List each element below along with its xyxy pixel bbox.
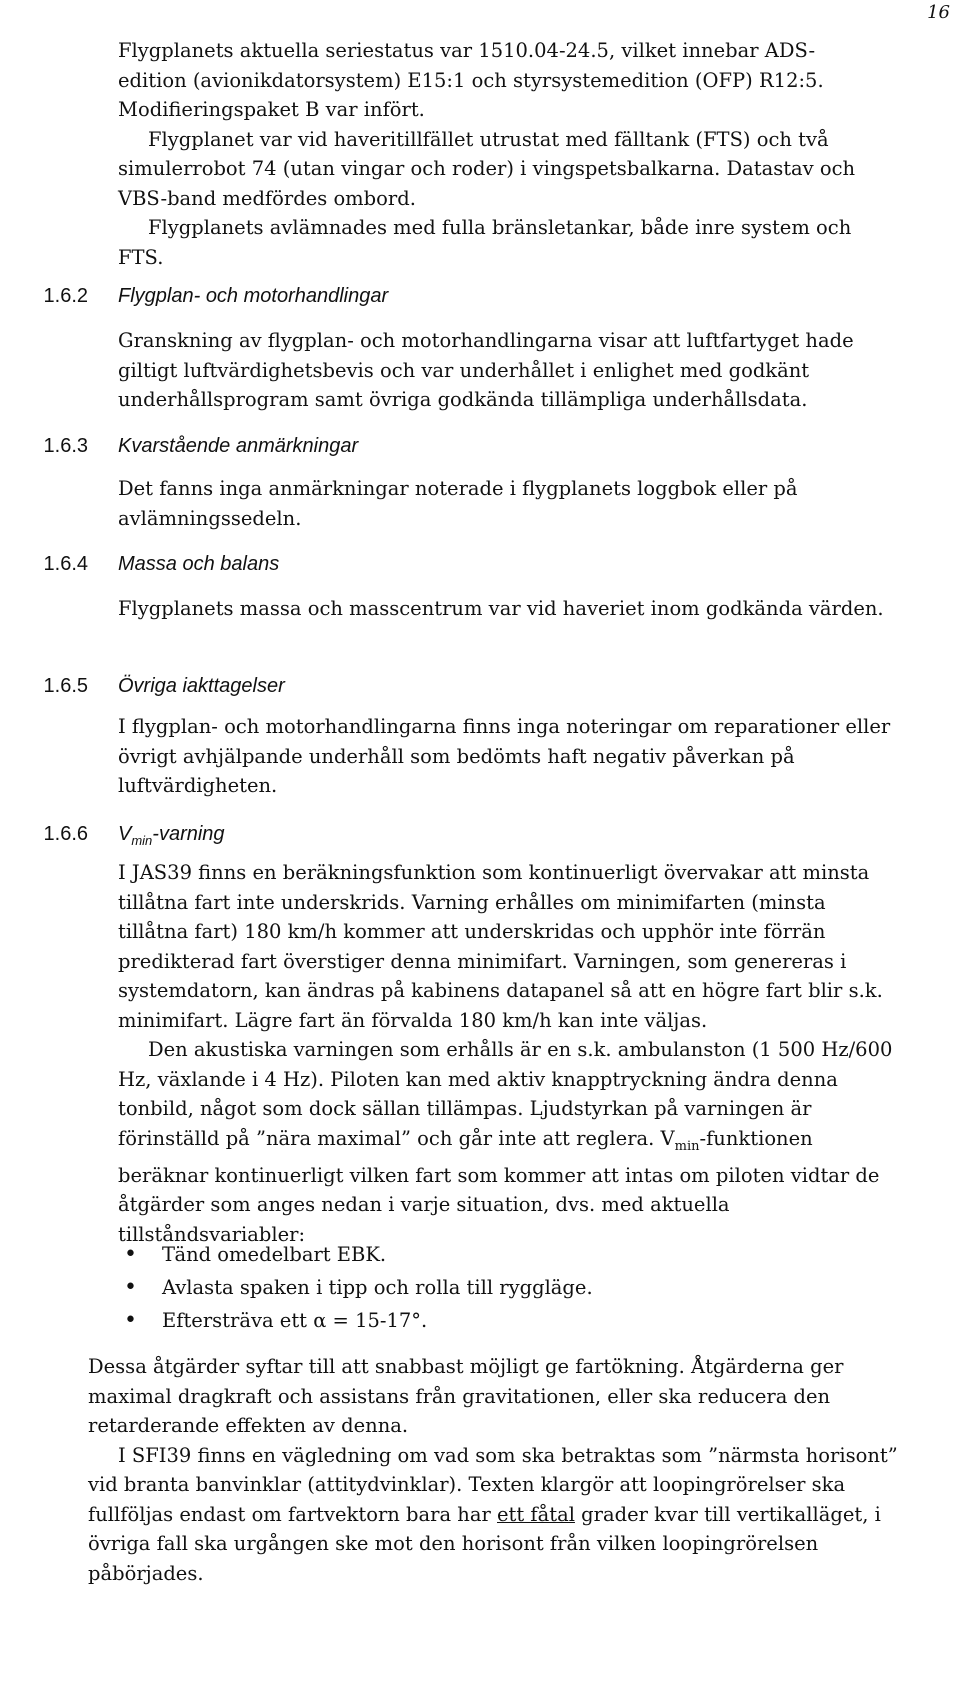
section-title: Flygplan- och motorhandlingar: [118, 285, 389, 307]
intro-paragraph-1: Flygplanets aktuella seriestatus var 1510.04-24.5, vilket innebar ADS-edition (avionikdatorsystem) E15:1 och styrsystemedition (OFP) R12:5. Modifieringspaket B var infört.: [118, 39, 824, 121]
section-body-1-6-5: I flygplan- och motorhandlingarna finns inga noteringar om reparationer eller övrigt avhjälpande underhåll som bedömts haft negativ påverkan på luftvärdigheten.: [118, 715, 891, 797]
intro-block: [118, 36, 882, 272]
section-title: Övriga iakttagelser: [118, 675, 285, 697]
intro-paragraph-3: Flygplanets avlämnades med fulla bränsletankar, både inre system och FTS.: [118, 216, 852, 269]
section-number: 1.6.4: [43, 553, 88, 575]
section-heading-1-6-5: [0, 672, 285, 700]
vmin-paragraph-3: Dessa åtgärder syftar till att snabbast möjligt ge fartökning. Åtgärderna ger maximal dragkraft och assistans från gravitationen, eller ska reducera den retarderande effekten av denna.: [88, 1355, 844, 1437]
section-heading-1-6-3: [0, 432, 359, 460]
section-heading-1-6-4: [0, 550, 280, 578]
vmin-paragraph-4: I SFI39 finns en vägledning om vad som ska betraktas som ”närmsta horisont” vid branta banvinklar (attitydvinklar). Texten klargör att loopingrörelser ska fullföljas endast om fartvektorn bara har ett fåtal grader kvar till vertikalläget, i övriga fall ska urgången ske mot den horisont från vilken loopingrörelsen påbörjades.: [88, 1443, 898, 1585]
action-list: [118, 1238, 593, 1337]
section-heading-1-6-2: [0, 282, 389, 310]
list-item: • Eftersträva ett α = 15-17°.: [118, 1304, 593, 1337]
section-number: 1.6.5: [43, 675, 88, 697]
section-body-1-6-3: Det fanns inga anmärkningar noterade i flygplanets loggbok eller på avlämningssedeln.: [118, 477, 798, 530]
section-heading-1-6-6: [0, 820, 225, 848]
vmin-body: [118, 858, 898, 1249]
section-number: 1.6.3: [43, 435, 88, 457]
list-item: • Avlasta spaken i tipp och rolla till ryggläge.: [118, 1271, 593, 1304]
section-title: $V_{min}$-varning: [118, 823, 225, 848]
list-item: • Tänd omedelbart EBK.: [118, 1238, 593, 1271]
section-title: Massa och balans: [118, 553, 280, 575]
vmin-paragraph-1: I JAS39 finns en beräkningsfunktion som kontinuerligt övervakar att minsta tillåtna fart inte underskrids. Varning erhålles om minimifarten (minsta tillåtna fart) 180 km/h kommer att underskridas och upphör inte förrän predikterad fart överstiger denna minimifart. Varningen, som genereras i systemdatorn, kan ändras på kabinens datapanel så att en högre fart blir s.k. minimifart. Lägre fart än förvalda 180 km/h kan inte väljas.: [118, 861, 883, 1032]
section-title: Kvarstående anmärkningar: [118, 435, 359, 457]
vmin-paragraph-2: Den akustiska varningen som erhålls är en s.k. ambulanston (1 500 Hz/600 Hz, växlande i 4 Hz). Piloten kan med aktiv knapptryckning ändra denna tonbild, något som dock sällan tillämpas. Ljudstyrkan på varningen är förinställd på ”nära maximal” och går inte att reglera. $V_{min}$-funktionen beräknar kontinuerligt vilken fart som kommer att intas om piloten vidtar de åtgärder som anges nedan i varje situation, dvs. med aktuella tillståndsvariabler:: [118, 1038, 893, 1246]
vmin-closing: [88, 1352, 898, 1588]
section-number: 1.6.2: [43, 285, 88, 307]
section-number: 1.6.6: [43, 823, 88, 845]
section-body-1-6-4: Flygplanets massa och masscentrum var vid haveriet inom godkända värden.: [118, 597, 884, 620]
section-body-1-6-2: Granskning av flygplan- och motorhandlingarna visar att luftfartyget hade giltigt luftvärdighetsbevis och var underhållet i enlighet med godkänt underhållsprogram samt övriga godkända tillämpliga underhållsdata.: [118, 329, 854, 411]
intro-paragraph-2: Flygplanet var vid haveritillfället utrustat med fälltank (FTS) och två simulerrobot 74 (utan vingar och roder) i vingspetsbalkarna. Datastav och VBS-band medfördes ombord.: [118, 127, 856, 210]
page-number: 16: [927, 2, 950, 23]
